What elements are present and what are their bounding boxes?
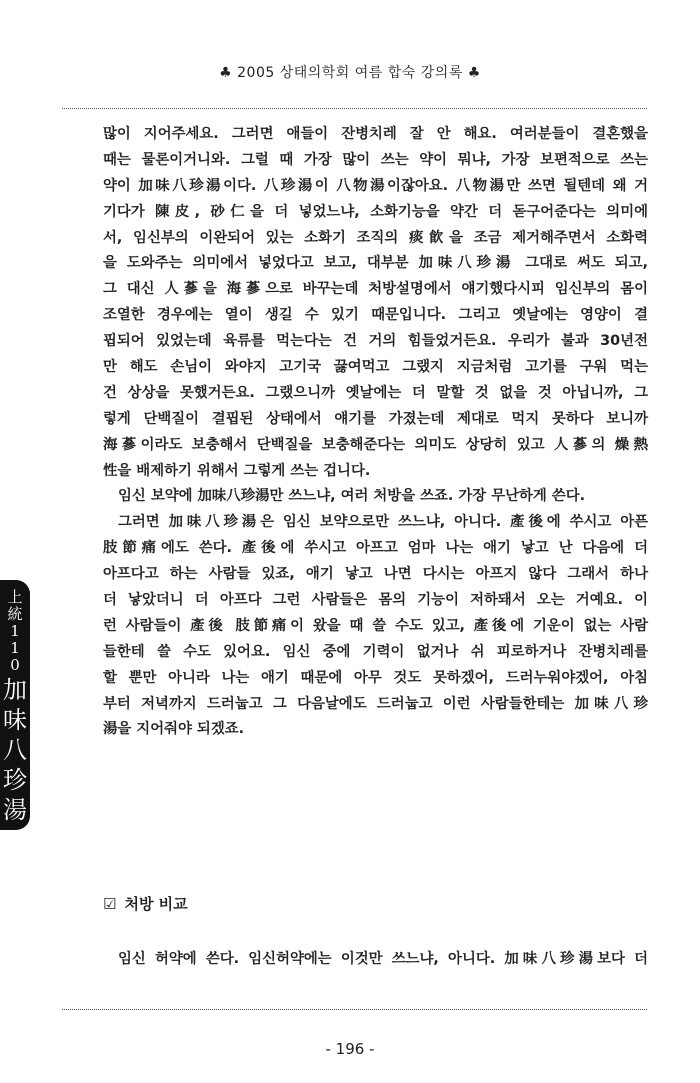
page-number: - 196 - xyxy=(325,1040,375,1058)
footer-divider xyxy=(62,1009,647,1010)
side-tab-char: 八 xyxy=(3,736,27,764)
body-line: 약이 加味八珍湯이다. 八珍湯이 八物湯이잖아요. 八物湯만 쓰면 될텐데 왜 거 xyxy=(103,177,648,194)
side-tab-char: 珍 xyxy=(3,766,27,794)
section-heading xyxy=(103,893,188,914)
body-line: 湯을 지어줘야 되겠죠. xyxy=(103,721,245,738)
body-line: 할 뿐만 아니라 나는 애기 때문에 아무 것도 못하겠어, 드러누워야겠어, 아침 xyxy=(103,669,648,686)
side-tab-char: 0 xyxy=(10,656,20,674)
body-line: 그 대신 人蔘을 海蔘으로 바꾸는데 처방설명에서 얘기했다시피 임신부의 몸이 xyxy=(103,281,648,298)
chapter-side-tab xyxy=(0,580,30,830)
body-text xyxy=(103,122,648,743)
side-tab-char: 1 xyxy=(10,622,20,640)
body-line: 性을 배제하기 위해서 그렇게 쓰는 겁니다. xyxy=(103,462,371,479)
side-tab-char: 1 xyxy=(10,639,20,657)
body-line: 海蔘이라도 보충해서 단백질을 보충해준다는 의미도 상당히 있고 人蔘의 燥熱 xyxy=(103,436,648,453)
body-line: 을 도와주는 의미에서 넣었다고 보고, 대부분 加味八珍湯 그대로 써도 되고, xyxy=(103,255,648,272)
body-line: 더 낳았더니 더 아프다 그런 사람들은 몸의 기능이 저하돼서 오는 거예요. 이 xyxy=(103,592,648,609)
side-tab-char: 統 xyxy=(7,605,23,623)
side-tab-char: 加 xyxy=(3,676,27,704)
section-title: 처방 비교 xyxy=(124,895,188,913)
side-tab-char: 味 xyxy=(3,706,27,734)
body-line: 만 해도 손님이 와야지 고기국 끓여먹고 그랬지 지금처럼 고기를 구워 먹는 xyxy=(103,359,648,376)
side-tab-char: 上 xyxy=(7,588,23,606)
body-line: 기다가 陳皮, 砂仁을 더 넣었느냐, 소화기능을 약간 더 돋구어준다는 의미에 xyxy=(103,203,648,220)
body-line: 그러면 加味八珍湯은 임신 보약으로만 쓰느냐, 아니다. 產後에 쑤시고 아픈 xyxy=(118,514,648,531)
side-tab-char: 湯 xyxy=(3,796,27,824)
body-line: 들한테 쓸 수도 있어요. 임신 중에 기력이 없거나 쉬 피로하거나 잔병치레를 xyxy=(103,643,648,660)
body-line: 임신 보약에 加味八珍湯만 쓰느냐, 여러 처방을 쓰죠. 가장 무난하게 쓴다. xyxy=(118,488,586,505)
body-line: 부터 저녁까지 드러눕고 그 다음날에도 드러눕고 이런 사람들한테는 加味八珍 xyxy=(103,695,648,712)
body-line: 렇게 단백질이 결핍된 상태에서 얘기를 가졌는데 제대로 먹지 못하다 보니까 xyxy=(103,410,648,427)
body-line: 아프다고 하는 사람들 있죠, 애기 낳고 나면 다시는 아프지 않다 그래서 하나 xyxy=(103,566,648,583)
body-line: 건 상상을 못했거든요. 그랬으니까 옛날에는 더 말할 것 없을 것 아닙니까, 그 xyxy=(103,384,648,401)
body-line: 임신 허약에 쓴다. 임신허약에는 이것만 쓰느냐, 아니다. 加味八珍湯보다 더 xyxy=(118,951,648,967)
body-line: 런 사람들이 產後 肢節痛이 왔을 때 쓸 수도 있고, 產後에 기운이 없는 사람 xyxy=(103,617,648,634)
body-line: 肢節痛에도 쓴다. 產後에 쑤시고 아프고 엄마 나는 애기 낳고 난 다음에 더 xyxy=(103,540,648,557)
header-divider xyxy=(62,108,647,109)
body-line: 때는 물론이거니와. 그럴 때 가장 많이 쓰는 약이 뭐냐, 가장 보편적으로 쓰는 xyxy=(103,151,648,168)
body-line: 핍되어 있었는데 육류를 먹는다는 건 거의 힘들었거든요. 우리가 불과 30년전 xyxy=(103,333,648,350)
body-line: 조열한 경우에는 열이 생길 수 있기 때문입니다. 그리고 옛날에는 영양이 결 xyxy=(103,307,648,324)
body-line: 서, 임신부의 이완되어 있는 소화기 조직의 痰飮을 조금 제거해주면서 소화력 xyxy=(103,229,648,246)
page-header: ♣ 2005 상태의학회 여름 합숙 강의록 ♣ xyxy=(219,65,481,81)
body-line: 많이 지어주세요. 그러면 애들이 잔병치레 잘 안 해요. 여러분들이 결혼했을 xyxy=(103,126,648,142)
checkbox-icon: ☑ xyxy=(103,895,117,913)
